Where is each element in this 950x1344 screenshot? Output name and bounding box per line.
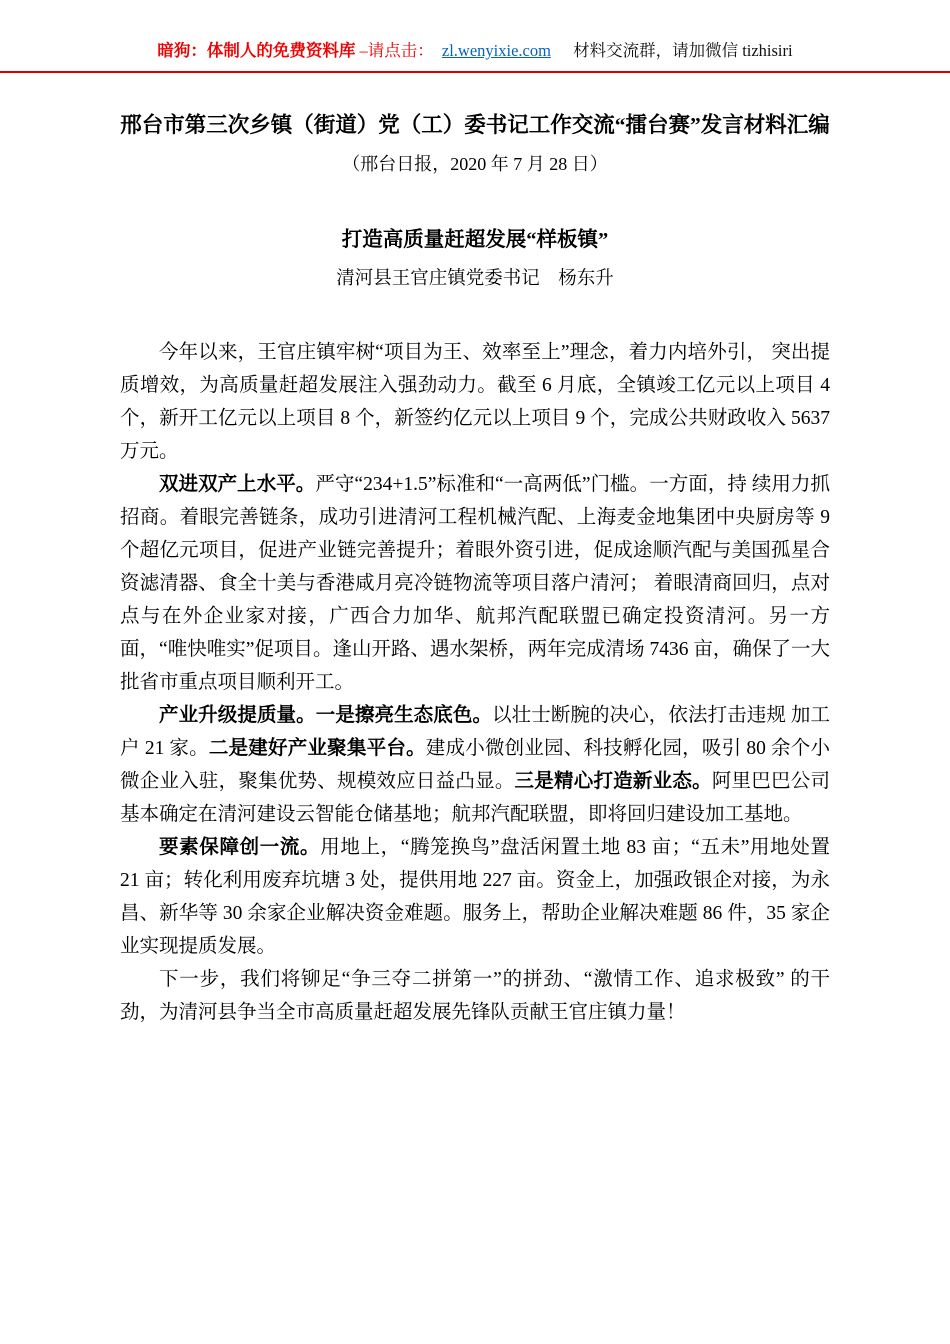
text-run: 用地上，“腾笼换鸟”盘活闲置土地 83 亩；“五未”用地处置 21 亩；转化利用废弃坑塘 3 处，提供用地 227 亩。资金上，加强政银企对接，为永昌、新华等 30 余家企业解决资金难题。服务上，帮助企业解决难题 86 件，35 家企业实现提质发展。 [120, 836, 830, 957]
author-byline: 清河县王官庄镇党委书记 杨东升 [336, 268, 614, 289]
text-run: 以壮士断腕的决心，依法打击违规 加工户 21 家。 [120, 704, 830, 759]
header-divider [0, 71, 950, 73]
paragraph-shuangjin [120, 468, 830, 699]
text-run: 建成小微创业园、科技孵化园，吸引 80 余个小微企业入驻，聚集优势、规模效应日益凸显。 [120, 737, 830, 792]
paragraph-upgrade [120, 699, 830, 831]
text-run: 今年以来，王官庄镇牢树“项目为王、效率至上”理念，着力内培外引， 突出提质增效，为高质量赶超发展注入强劲动力。截至 6 月底，全镇竣工亿元以上项目 4 个，新开工亿元以上项目 8 个，新签约亿元以上项目 9 个，完成公共财政收入 5637 万元。 [120, 341, 830, 462]
text-run-bold: 三是精心打造新业态。 [514, 770, 712, 792]
paragraph-overview [120, 336, 830, 468]
text-run: 严守“234+1.5”标准和“一高两低”门槛。一方面，持 续用力抓招商。着眼完善链条，成功引进清河工程机械汽配、上海麦金地集团中央厨房等 9 个超亿元项目，促进产业链完善提升；着眼外资引进，促成途顺汽配与美国孤星合资滤清器、食全十美与香港咸月亮冷链物流等项目落户清河； 着眼清商回归，点对点与在外企业家对接，广西合力加华、航邦汽配联盟已确定投资清河。另一方面，“唯快唯实”促项目。逢山开路、遇水架桥，两年完成清场 7436 亩，确保了一大批省市重点项目顺利开工。 [120, 473, 830, 693]
source-date-line: （邢台日报，2020 年 7 月 28 日） [342, 153, 608, 174]
article-body [120, 336, 830, 1029]
text-run-bold: 双进双产上水平。 [159, 473, 316, 495]
paragraph-support [120, 831, 830, 963]
document-title: 邢台市第三次乡镇（街道）党（工）委书记工作交流“擂台赛”发言材料汇编 [120, 113, 830, 138]
text-run: 下一步，我们将铆足“争三夺二拼第一”的拼劲、“激情工作、追求极致” 的干劲，为清河县争当全市高质量赶超发展先锋队贡献王官庄镇力量！ [120, 968, 830, 1023]
banner-link[interactable]: zl.wenyixie.com [441, 41, 551, 60]
paragraph-closing [120, 963, 830, 1029]
text-run-bold: 产业升级提质量。一是擦亮生态底色。 [159, 704, 493, 726]
banner-click-label: –请点击： [359, 41, 434, 60]
text-run: 阿里巴巴公司基本确定在清河建设云智能仓储基地；航邦汽配联盟，即将回归建设加工基地。 [120, 770, 830, 825]
text-run-bold: 要素保障创一流。 [159, 836, 321, 858]
banner-site-name: 暗狗：体制人的免费资料库 [157, 41, 356, 60]
header-banner [0, 0, 950, 61]
article-title: 打造高质量赶超发展“样板镇” [341, 228, 609, 251]
text-run-bold: 二是建好产业聚集平台。 [208, 737, 426, 759]
banner-suffix-text: 材料交流群，请加微信 tizhisiri [573, 41, 793, 60]
